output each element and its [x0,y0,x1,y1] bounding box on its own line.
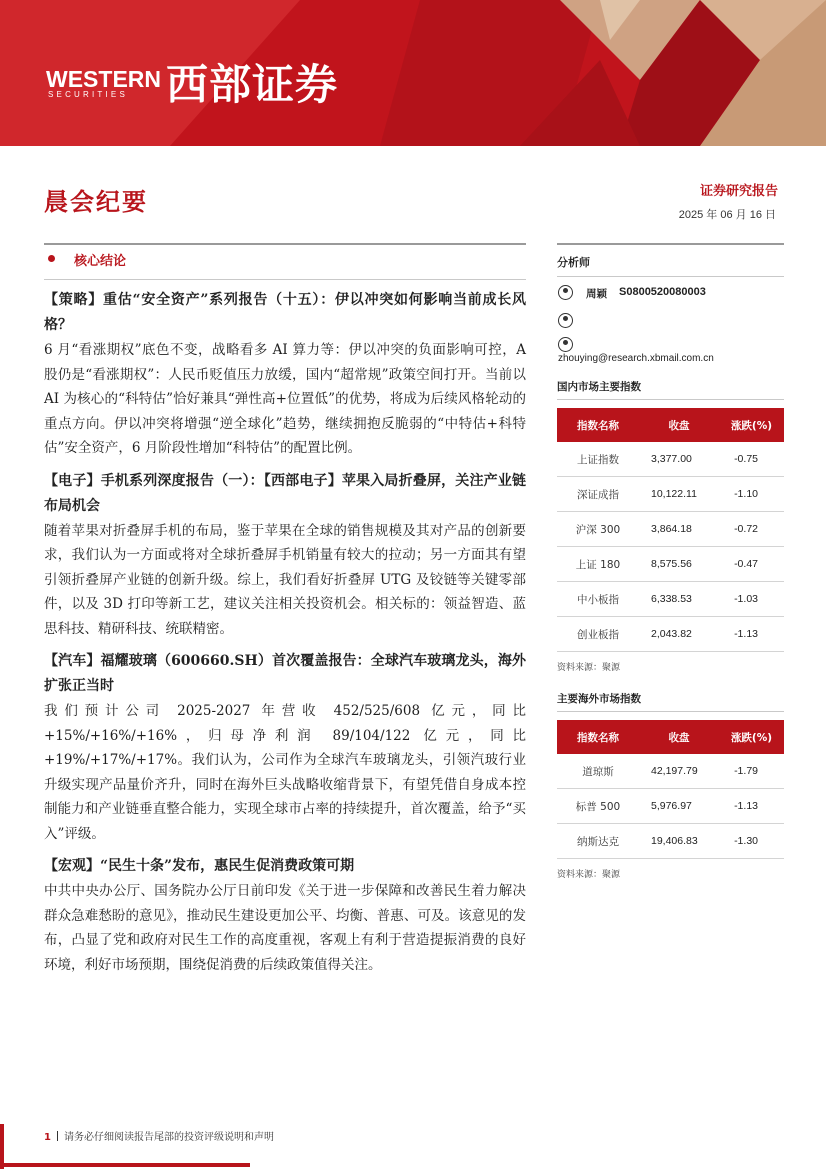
col-header-close: 收盘 [668,731,690,744]
mail-icon-row [557,335,784,349]
analyst-row [557,283,784,305]
table-row [557,789,784,824]
divider [557,276,784,277]
bullet-icon [48,255,55,262]
index-change: -1.03 [719,582,784,617]
index-change: -0.75 [719,442,784,477]
logo-western: WESTERN [46,66,161,92]
overseas-index-title: 主要海外市场指数 [557,691,784,712]
person-icon [558,285,573,300]
overseas-index-table [557,720,784,859]
index-close: 2,043.82 [639,617,719,652]
index-change: -0.47 [719,547,784,582]
table-row [557,824,784,859]
index-close: 3,377.00 [639,442,719,477]
item-body: 6 月“看涨期权”底色不变，战略看多 AI 算力等：伊以冲突的负面影响可控，A 股仍是“看涨期权”：人民币贬值压力放缓，国内“超常规”政策空间打开。当前以 AI 为核心的“科特估”恰好兼具“弹性高+位置低”的优势，将成为后续风格轮动的重点方向。伊以冲突将增强“逆全球化”趋势，继续拥抱反脆弱的“中特估+科特估”安全资产，6 月阶段性增加“科特估”的配置比例。 [44,342,526,456]
index-close: 10,122.11 [639,477,719,512]
table-row [557,477,784,512]
item-body: 中共中央办公厅、国务院办公厅日前印发《关于进一步保障和改善民生着力解决群众急难愁盼的意见》，推动民生建设更加公平、均衡、普惠、可及。该意见的发布，凸显了党和政府对民生工作的高度重视，客观上有利于营造提振消费的良好环境，利好市场预期，围绕促消费的后续政策值得关注。 [44,883,526,973]
index-name: 纳斯达克 [557,824,639,859]
index-close: 5,976.97 [639,789,719,824]
table-row [557,754,784,789]
analyst-name: 周颖 [586,288,607,300]
index-name: 上证 180 [557,547,639,582]
logo-chinese: 西部证券 [166,60,339,109]
index-change: -1.30 [719,824,784,859]
item-body: 随着苹果对折叠屏手机的布局，鉴于苹果在全球的销售规模及其对产品的创新要求，我们认为一方面或将对全球折叠屏手机销量有较大的拉动；另一方面其有望引领折叠屏产业链的创新升级。综上，我们看好折叠屏 UTG 及铰链等关键零部件，以及 3D 打印等新工艺，建议关注相关投资机会。相关标的：领益智造、蓝思科技、精研科技、统联精密。 [44,522,526,637]
phone-icon [558,313,573,328]
col-header-change: 涨跌(%) [730,419,773,432]
table-row [557,442,784,477]
index-name: 上证指数 [557,442,639,477]
page-footer [44,1128,274,1143]
table-header-row [557,720,784,754]
index-name: 标普 500 [557,789,639,824]
index-name: 道琼斯 [557,754,639,789]
col-header-name: 指数名称 [577,731,619,744]
news-item-macro [44,854,526,977]
logo-securities: SECURITIES [48,90,129,99]
item-title: 【汽车】福耀玻璃（600660.SH）首次覆盖报告：全球汽车玻璃龙头，海外扩张正当时 [44,653,526,694]
index-close: 6,338.53 [639,582,719,617]
table-row [557,617,784,652]
footer-disclaimer: 请务必仔细阅读报告尾部的投资评级说明和声明 [63,1132,274,1143]
index-change: -1.13 [719,789,784,824]
index-close: 42,197.79 [639,754,719,789]
news-item-strategy [44,288,526,461]
page-number: 1 [44,1132,51,1143]
report-type: 证券研究报告 [699,184,778,199]
news-item-electronics [44,469,526,642]
table-row [557,512,784,547]
domestic-index-title: 国内市场主要指数 [557,379,784,400]
index-close: 8,575.56 [639,547,719,582]
index-name: 深证成指 [557,477,639,512]
index-name: 沪深 300 [557,512,639,547]
header-banner [0,0,826,146]
index-change: -1.79 [719,754,784,789]
index-change: -0.72 [719,512,784,547]
divider [44,279,526,280]
table-row [557,547,784,582]
document-title: 晨会纪要 [44,187,148,216]
sidebar [557,243,784,880]
index-close: 3,864.18 [639,512,719,547]
item-title: 【电子】手机系列深度报告（一）：【西部电子】苹果入局折叠屏，关注产业链布局机会 [44,472,526,514]
main-column [44,243,526,977]
news-item-auto [44,649,526,846]
email-row [557,349,784,367]
domestic-index-table [557,408,784,652]
analyst-license-id: S0800520080003 [619,286,706,298]
overseas-source: 资料来源：聚源 [557,870,621,880]
section-title: 核心结论 [74,254,127,269]
item-body: 我们预计公司 2025-2027 年营收 452/525/608 亿元，同比+15%/+16%/+16%，归母净利润 89/104/122 亿元，同比+19%/+17%/+17%。我们认为，公司作为全球汽车玻璃龙头，引领汽玻行业升级实现产品量价齐升，同时在海外巨头战略收缩背景下，有望凭借自身成本控制能力和产业链垂直整合能力，实现全球市占率的持续提升，首次覆盖，给予“买入”评级。 [44,703,526,842]
item-title: 【策略】重估“安全资产”系列报告（十五）：伊以冲突如何影响当前成长风格？ [44,292,526,333]
footer-separator [57,1131,58,1141]
index-change: -1.13 [719,617,784,652]
domestic-source: 资料来源：聚源 [557,663,621,673]
index-name: 中小板指 [557,582,639,617]
analyst-email[interactable]: zhouying@research.xbmail.com.cn [558,353,714,364]
phone-row [557,311,784,333]
item-title: 【宏观】“民生十条”发布，惠民生促消费政策可期 [44,858,355,874]
index-change: -1.10 [719,477,784,512]
index-close: 19,406.83 [639,824,719,859]
report-date: 2025 年 06 月 16 日 [678,209,776,221]
table-row [557,582,784,617]
col-header-change: 涨跌(%) [730,731,773,744]
col-header-name: 指数名称 [577,419,619,432]
table-header-row [557,408,784,442]
analyst-heading: 分析师 [557,243,784,270]
index-name: 创业板指 [557,617,639,652]
corner-accent-horizontal [0,1163,250,1167]
col-header-close: 收盘 [668,419,690,432]
section-header [44,243,526,273]
